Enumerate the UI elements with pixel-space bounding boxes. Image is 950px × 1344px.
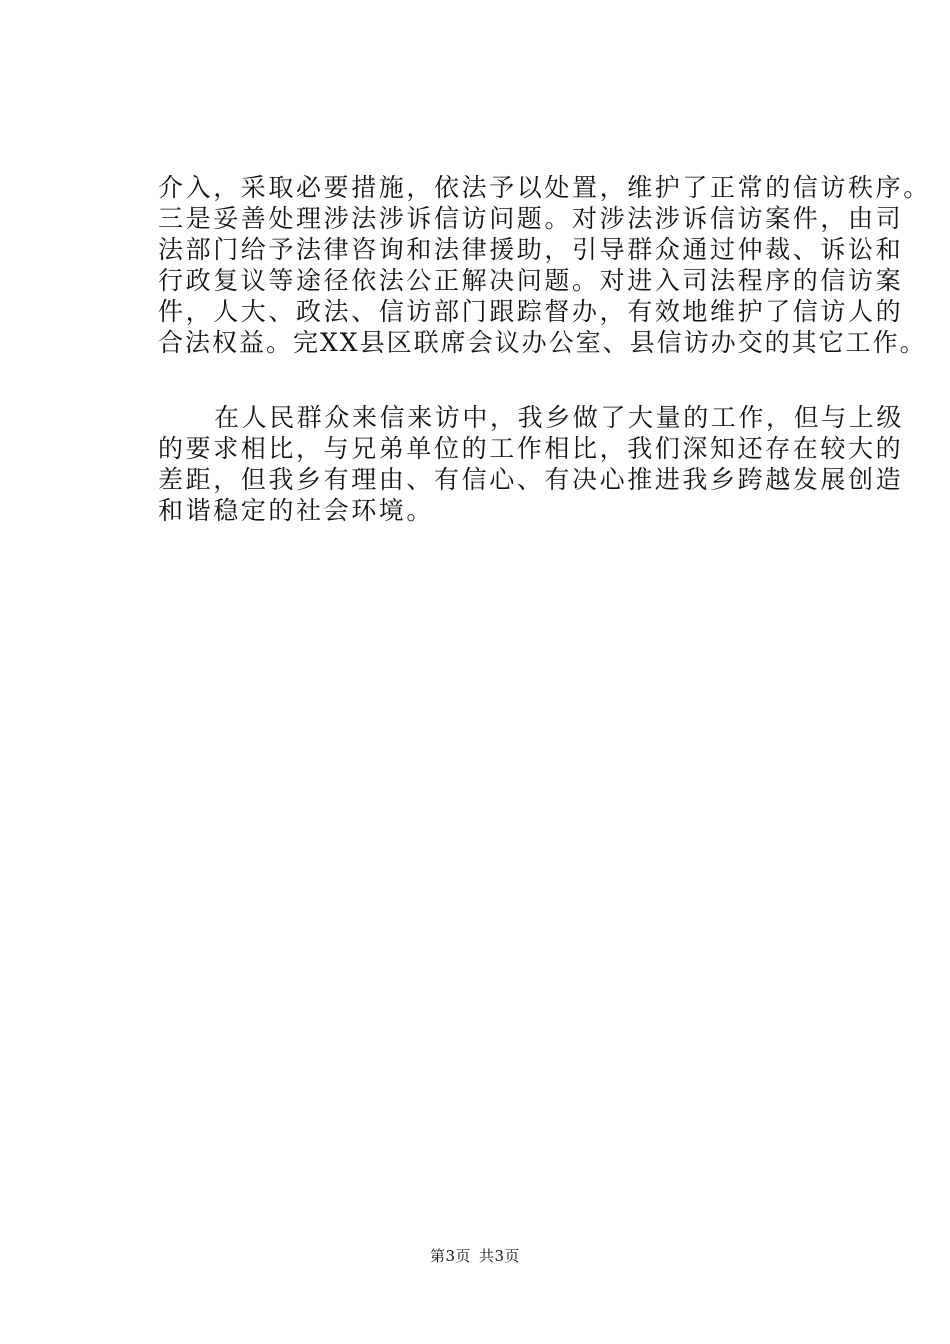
text-line: 差距，但我乡有理由、有信心、有决心推进我乡跨越发展创造 — [158, 465, 904, 494]
paragraph-spacer — [158, 358, 838, 402]
text-line: 的要求相比，与兄弟单位的工作相比，我们深知还存在较大的 — [158, 434, 904, 463]
paragraph-1 — [158, 172, 931, 358]
text-line: 行政复议等途径依法公正解决问题。对进入司法程序的信访案 — [158, 266, 904, 295]
text-line: 介入，采取必要措施，依法予以处置，维护了正常的信访秩序。 — [158, 173, 931, 202]
text-line: 件，人大、政法、信访部门跟踪督办，有效地维护了信访人的 — [158, 297, 904, 326]
text-line: 在人民群众来信来访中，我乡做了大量的工作，但与上级 — [214, 403, 905, 432]
text-line-indented — [158, 402, 905, 433]
paragraph-2 — [158, 402, 905, 526]
body-text — [158, 172, 931, 526]
text-line: 和谐稳定的社会环境。 — [158, 496, 435, 525]
text-line: 三是妥善处理涉法涉诉信访问题。对涉法涉诉信访案件，由司 — [158, 204, 904, 233]
text-line: 法部门给予法律咨询和法律援助，引导群众通过仲裁、诉讼和 — [158, 235, 904, 264]
text-line: 合法权益。完XX县区联席会议办公室、县信访办交的其它工作。 — [158, 328, 927, 357]
page-number-current: 第3页 — [429, 1247, 471, 1265]
page-number-total: 共3页 — [479, 1247, 521, 1265]
page-footer — [0, 1246, 950, 1266]
